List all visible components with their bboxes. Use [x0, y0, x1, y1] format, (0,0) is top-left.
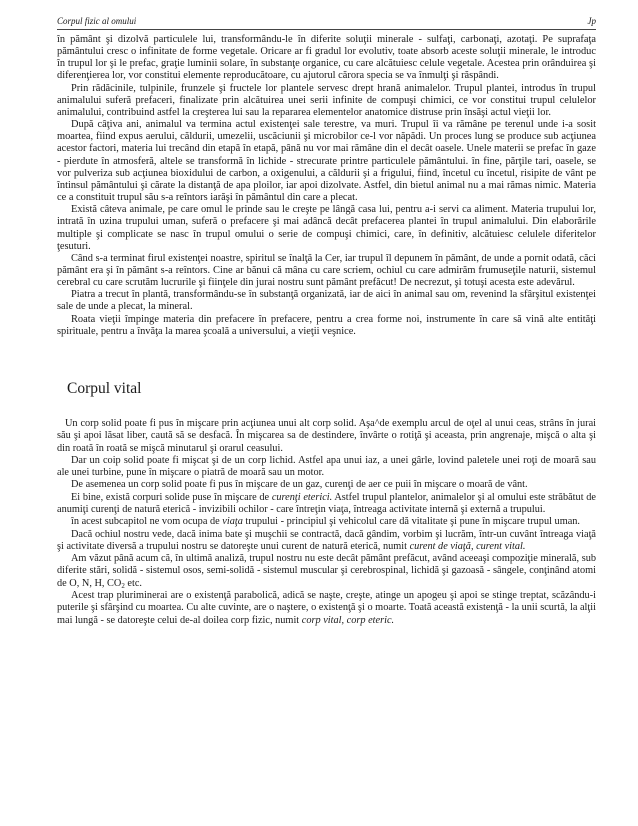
running-header	[57, 16, 596, 30]
paragraph: Roata vieţii împinge materia din prefacere în prefacere, pentru a crea forme noi, instrumente în care să vină alte entităţi spirituale, pentru a învăţa la marea şcoală a universului, a vieţii veşnice.	[57, 313, 596, 337]
section-intro	[57, 34, 596, 338]
paragraph	[57, 553, 596, 590]
paragraph: Când s-a terminat firul existenţei noastre, spiritul se înalţă la Cer, iar trupul îl depunem în pământ, de unde a pornit odată, căci pământ era şi în pământ s-a reîntors. Cine ar bănui că mâna cu care scriem, ochiul cu care admirăm frumuseţile naturii, sistemul cerebral cu care scrutăm lucrurile şi fiinţele din jurai nostru sunt pământ prefăcut! De necrezut, şi totuşi acesta este adevărul.	[57, 252, 596, 289]
section-heading: Corpul vital	[67, 379, 142, 397]
section-corpul-vital	[57, 418, 596, 627]
paragraph: Prin rădăcinile, tulpinile, frunzele şi fructele lor plantele servesc drept hrană animalelor. Trupul plantei, introdus în trupul animalului suferă prefaceri, finalizate prin alcătuirea unei serii infinite de compuşi chimici, ce vor constitui trupul celulelor animalului, contribuind astfel la creşterea lui sau la repararea elementelor anatomice distruse prin însăşi actul vieţii lor.	[57, 82, 596, 118]
paragraph: în pământ şi dizolvă particulele lui, transformându-le în diferite soluţii minerale - sulfaţi, carbonaţi, azotaţi. Pe suprafaţa pământului cresc o infinitate de forme vegetale. Oricare ar fi gradul lor evolutiv, toate absorb aceste soluţii minerale, le introduc în trupul lor şi le prefac, graţie luminii solare, în substanţe organice, cu care alcătuiesc celule vegetale. Acestea prin orânduirea şi diferenţierea lor, vor constitui elemente reproducătoare, cu ajutorul cărora specia se va înmulţi şi răspândi.	[57, 34, 596, 82]
text-run: în acest subcapitol ne vom ocupa de	[71, 516, 223, 528]
paragraph	[57, 590, 596, 627]
text-run: Am văzut până acum că, în ultimă analiză, trupul nostru nu este decât pământ prefăcut, având aceeaşi compoziţie minerală, sub diferite stări, solidă - sistemul osos, semi-solidă - sistemul muscular şi cerebrospinal, lichidă şi gazoasă - sângele, conţinând atomi de O, N, H, CO	[57, 553, 596, 589]
text-run: Ei bine, există corpuri solide puse în mişcare de	[71, 491, 272, 503]
subscript: 2	[121, 581, 125, 590]
paragraph: Dar un coip solid poate fi mişcat şi de un corp lichid. Astfel apa unui iaz, a unei gârle, lovind paletele unei roţi de moară sau ale unei turbine, pune în mişcare o piatră de moară sau un motor.	[57, 454, 596, 479]
header-page-mark: Jp	[587, 16, 596, 26]
emphasis: curenţi eterici.	[271, 491, 333, 503]
text-run: Astfel trupul plantelor, animalelor şi al omului este străbătut de anumiţi curenţi de natură eterică - invizibili ochilor - care întreţin viaţa, întreaga activitate internă şi externă a trupului.	[57, 491, 596, 515]
text-run: Dacă ochiul nostru vede, dacă inima bate şi muşchii se contractă, dacă gândim, vorbim şi lucrăm, într-un cuvânt întreaga viaţă şi activitate diversă a trupului nostru se datoreşte unui curent de natură eterică, numit	[57, 528, 596, 552]
text-run: Acest trap pluriminerai are o existenţă parabolică, adică se naşte, creşte, atinge un apogeu şi apoi se stinge treptat, scăzându-i puterile şi sfârşind cu moartea. Cu alte cuvinte, are o naştere, o existenţă şi o moarte. Toată această existenţă - la unii scurtă, la alţii mai lungă - se datoreşte celui de-al doilea corp fizic, numit	[57, 590, 596, 626]
paragraph: De asemenea un corp solid poate fi pus în mişcare de un gaz, curenţi de aer ce puii în mişcare o moară de vânt.	[71, 479, 528, 491]
paragraph	[57, 492, 596, 517]
header-title: Corpul fizic al omului	[57, 16, 137, 26]
emphasis: corp vital, corp eteric.	[301, 614, 395, 626]
text-run: trupului - principiul şi vehicolul care dă vitalitate şi pune în mişcare trupul uman.	[242, 516, 580, 528]
paragraph: Există câteva animale, pe care omul le prinde sau le creşte pe lângă casa lui, pentru a-i servi ca aliment. Materia trupului lor, intrată în uzina trupului uman, suferă o prefacere şi mai adâncă decât prefacerea plantei în trupul animalului. Din elaborările multiple şi complicate se nasc în trupul omului o serie de compuşi chimici, care, în definitiv, alcătuiesc celulele diferitelor ţesuturi.	[57, 204, 596, 252]
paragraph: Un corp solid poate fi pus în mişcare prin acţiunea unui alt corp solid. Aşa^de exemplu arcul de oţel al unui ceas, strâns în jurai său şi apoi lăsat liber, caută să se desfacă. În mişcarea sa de destindere, învârte o rotiţă şi aceasta, prin angrenaje, mişcă o alta şi din roată în roată se mişcă minutarul şi orarul ceasului.	[57, 417, 596, 454]
emphasis: curent de viaţă, curent vital.	[409, 540, 526, 552]
paragraph: Piatra a trecut în plantă, transformându-se în substanţă organizată, iar de aici în animal sau om, revenind la sfârşitul existenţei sale de unde a plecat, la mineral.	[57, 289, 596, 313]
paragraph	[57, 516, 596, 528]
text-run: etc.	[124, 577, 143, 589]
emphasis: viaţa	[222, 516, 243, 528]
paragraph	[57, 529, 596, 554]
paragraph: După câţiva ani, animalul va termina actul existenţei sale terestre, va muri. Trupul îi va rămâne pe terenul unde i-a sosit moartea, fiind expus aerului, căldurii, umezelii, uscăciunii şi microbilor ce-l vor năpădi. Un proces lung se produce sub acţiunea acestor factori, materia lui trecând din etapă în etapă, până nu vor mai rămâne din el decât oasele. Unele materii se prefac în gaze - pierdute în atmosferă, altele se transformă în lichide - strecurate printre particulele pământului. în fine, părţile tari, oasele, se vor pulveriza sub acţiunea bioxidului de carbon, a oxigenului, a căldurii şi a frigului, fiind, încetul cu încetul, risipite de vânt pe întinsul pământului şi cărate la distanţă de apa ploilor, iar apoi dizolvate. Astfel, din bietul animal nu a mai rămas nimic. Materia ce a constituit trupul său s-a reîntors iarăşi în pământul din care a plecat.	[57, 119, 596, 204]
